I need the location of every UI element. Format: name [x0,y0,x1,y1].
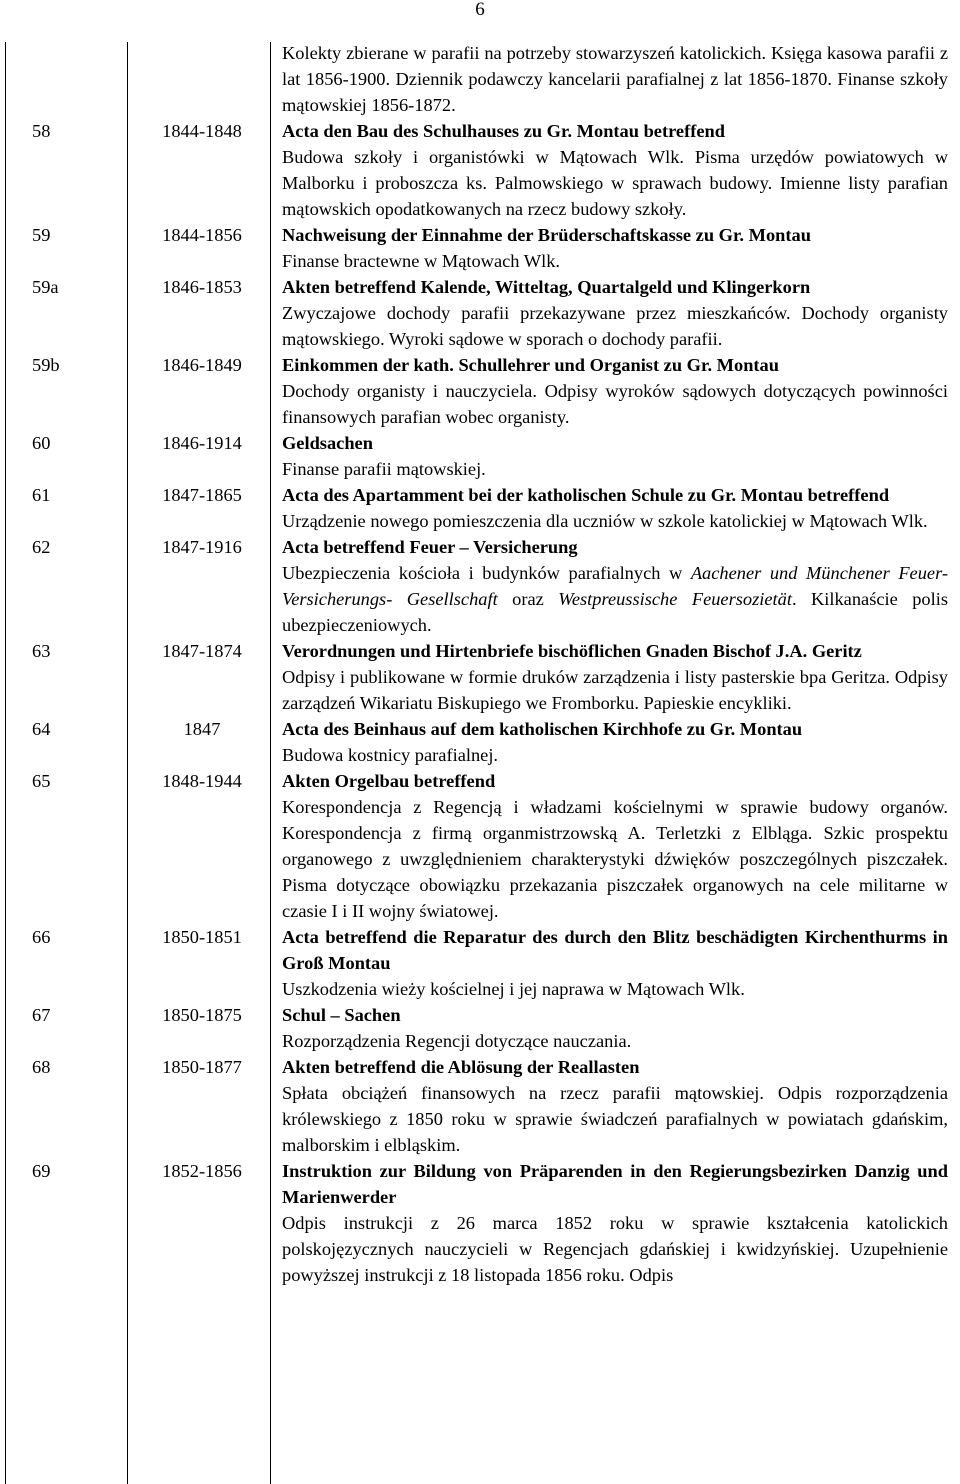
entry-number: 65 [32,771,51,791]
entry-description [282,1158,948,1288]
entry-description [282,118,948,222]
entry-title: Acta betreffend die Reparatur des durch den Blitz beschädigten Kirchenthurms in Groß Montau [282,927,948,973]
entry-description [282,1002,948,1054]
entry-text: Spłata obciążeń finansowych na rzecz parafii mątowskiej. Odpis rozporządzenia królewskiego z 1850 roku w sprawie świadczeń parafialnych w powiatach gdańskim, malborskim i elbląskim. [282,1083,948,1155]
entry-text: Finanse parafii mątowskiej. [282,459,486,479]
entry-years: 1850-1877 [162,1057,242,1077]
entry-number: 60 [32,433,51,453]
continuation-row [0,40,960,118]
entry-text: Rozporządzenia Regencji dotyczące nauczania. [282,1031,632,1051]
table-row [0,118,960,222]
entry-description [282,716,948,768]
entry-text: Odpis instrukcji z 26 marca 1852 roku w sprawie kształcenia katolickich polskojęzycznych nauczycieli w Regencjach gdańskiej i kwidzyńskiej. Uzupełnienie powyższej instrukcji z 18 listopada 1856 roku. Odpis [282,1213,948,1285]
entry-years: 1850-1851 [162,927,242,947]
entry-years: 1847-1874 [162,641,242,661]
entry-number: 61 [32,485,51,505]
entry-years: 1847-1865 [162,485,242,505]
entry-years: 1847 [183,719,221,739]
entry-text: Korespondencja z Regencją i władzami kościelnymi w sprawie budowy organów. Korespondencja z firmą organmistrzowską A. Terletzki z Elbląga. Szkic prospektu organowego z uwzględnieniem charakterystyki dźwięków poszczególnych piszczałek. Pisma dotyczące obowiązku przekazania piszczałek organowych na cele militarne w czasie I i II wojny światowej. [282,797,948,921]
entry-text: Zwyczajowe dochody parafii przekazywane przez mieszkańców. Dochody organisty mątowskiego. Wyroki sądowe w sporach o dochody parafii. [282,303,948,349]
entry-description [282,352,948,430]
entry-description [282,222,948,274]
entry-text-span: Ubezpieczenia kościoła i budynków parafialnych w [282,563,691,583]
entry-number: 69 [32,1161,51,1181]
entry-description [282,768,948,924]
table-row [0,274,960,352]
entry-years: 1844-1856 [162,225,242,245]
entry-years: 1848-1944 [162,771,242,791]
entry-title: Akten betreffend die Ablösung der Reallasten [282,1057,640,1077]
entry-number: 63 [32,641,51,661]
entry-text-italic: Westpreussische Feuersozietät [558,589,792,609]
entry-number: 58 [32,121,51,141]
entry-title: Acta den Bau des Schulhauses zu Gr. Montau betreffend [282,121,725,141]
entry-years: 1850-1875 [162,1005,242,1025]
table-row [0,1054,960,1158]
entry-title: Akten betreffend Kalende, Witteltag, Quartalgeld und Klingerkorn [282,277,811,297]
entry-years: 1846-1914 [162,433,242,453]
page-number: 6 [475,0,485,20]
table-row [0,1158,960,1288]
entry-text-italic: Aachener und Münchener Feuer- Versicherungs- Gesellschaft [282,563,948,609]
entry-number: 68 [32,1057,51,1077]
entry-years: 1852-1856 [162,1161,242,1181]
table-row [0,430,960,482]
table-row [0,534,960,638]
entry-text: Odpisy i publikowane w formie druków zarządzenia i listy pasterskie bpa Geritza. Odpisy zarządzeń Wikariatu Biskupiego we Fromborku. Papieskie encykliki. [282,667,948,713]
inventory-table [0,40,960,1288]
entry-description [282,924,948,1002]
entry-text-span: oraz [497,589,559,609]
table-row [0,716,960,768]
table-row [0,638,960,716]
entry-number: 59b [32,355,60,375]
entry-description [282,274,948,352]
entry-number: 59 [32,225,51,245]
entry-number: 67 [32,1005,51,1025]
entry-years: 1844-1848 [162,121,242,141]
entry-title: Schul – Sachen [282,1005,401,1025]
entry-title: Acta des Apartamment bei der katholischen Schule zu Gr. Montau betreffend [282,485,890,505]
entry-title: Verordnungen und Hirtenbriefe bischöflichen Gnaden Bischof J.A. Geritz [282,641,862,661]
entry-description [282,1054,948,1158]
entry-text: Budowa kostnicy parafialnej. [282,745,499,765]
entry-description [282,430,948,482]
entry-title: Acta des Beinhaus auf dem katholischen Kirchhofe zu Gr. Montau [282,719,803,739]
entry-text: Budowa szkoły i organistówki w Mątowach Wlk. Pisma urzędów powiatowych w Malborku i proboszcza ks. Palmowskiego w sprawach budowy. Imienne listy parafian mątowskich opodatkowanych na rzecz budowy szkoły. [282,147,948,219]
table-row [0,1002,960,1054]
continuation-text: Kolekty zbierane w parafii na potrzeby stowarzyszeń katolickich. Księga kasowa parafii z lat 1856-1900. Dziennik podawczy kancelarii parafialnej z lat 1856-1870. Finanse szkoły mątowskiej 1856-1872. [282,43,948,115]
entry-number: 59a [32,277,59,297]
entry-text: Urządzenie nowego pomieszczenia dla uczniów w szkole katolickiej w Mątowach Wlk. [282,511,928,531]
entry-text-span: . Kilkanaście polis ubezpieczeniowych. [282,589,948,635]
entry-years: 1846-1853 [162,277,242,297]
entry-title: Acta betreffend Feuer – Versicherung [282,537,578,557]
entry-text: Dochody organisty i nauczyciela. Odpisy wyroków sądowych dotyczących powinności finansowych parafian wobec organisty. [282,381,948,427]
entry-years: 1847-1916 [162,537,242,557]
table-row [0,768,960,924]
table-row [0,924,960,1002]
entry-text: Finanse bractewne w Mątowach Wlk. [282,251,560,271]
entry-number: 62 [32,537,51,557]
entry-title: Akten Orgelbau betreffend [282,771,496,791]
entry-number: 66 [32,927,51,947]
entry-text: Uszkodzenia wieży kościelnej i jej naprawa w Mątowach Wlk. [282,979,745,999]
entry-title: Geldsachen [282,433,373,453]
table-row [0,482,960,534]
entry-title: Instruktion zur Bildung von Präparenden in den Regierungsbezirken Danzig und Marienwerder [282,1161,948,1207]
entry-description [282,534,948,638]
entry-number: 64 [32,719,51,739]
entry-years: 1846-1849 [162,355,242,375]
table-row [0,222,960,274]
entry-title: Nachweisung der Einnahme der Brüderschaftskasse zu Gr. Montau [282,225,811,245]
table-row [0,352,960,430]
entry-description [282,482,948,534]
entry-title: Einkommen der kath. Schullehrer und Organist zu Gr. Montau [282,355,779,375]
entry-text [282,560,948,638]
entry-description [282,638,948,716]
